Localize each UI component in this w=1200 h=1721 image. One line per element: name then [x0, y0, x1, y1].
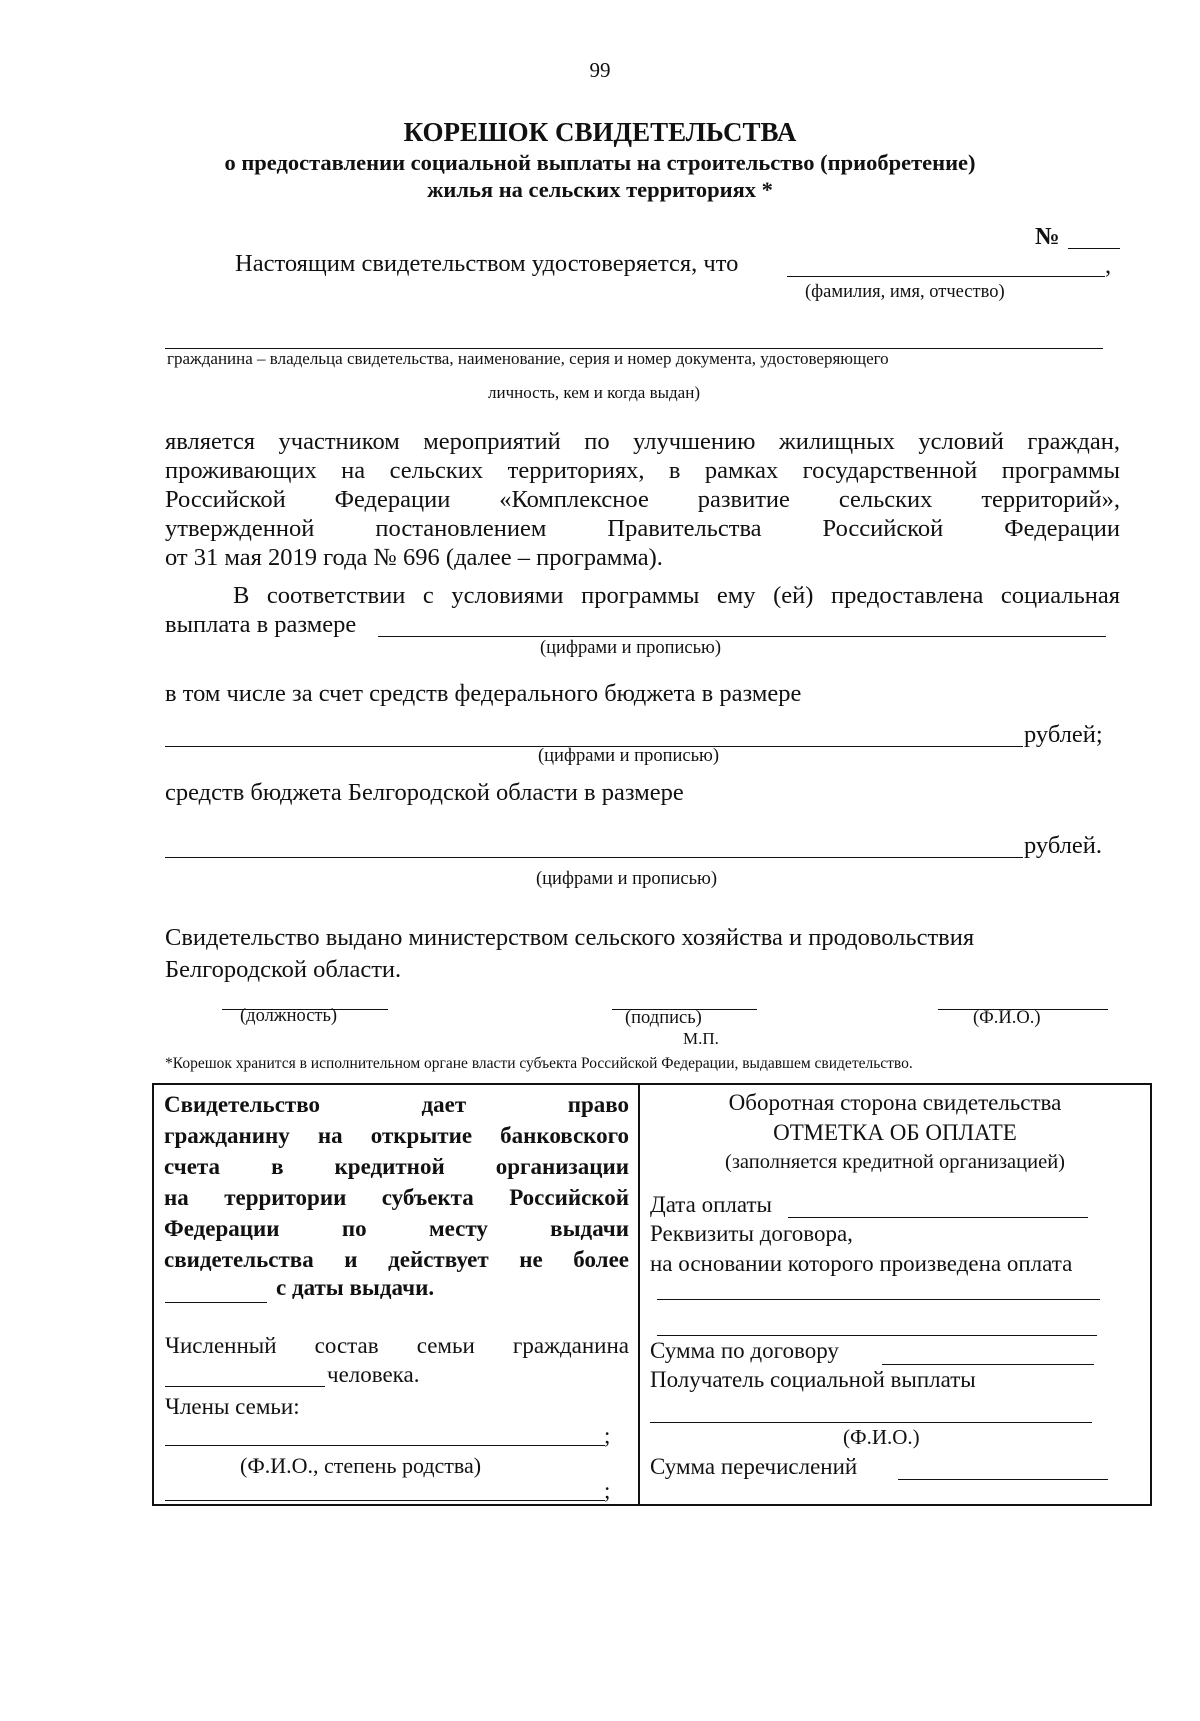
family-member-line — [165, 1445, 605, 1446]
federal-budget-text: в том числе за счет средств федерального бюджета в размере — [165, 680, 802, 707]
family-member-semicolon: ; — [604, 1478, 611, 1503]
number-field-line — [1068, 248, 1120, 249]
recipient-fio-caption: (Ф.И.О.) — [843, 1425, 920, 1449]
number-label: № — [1035, 223, 1060, 250]
reverse-side-title: Оборотная сторона свидетельства — [728, 1090, 1062, 1115]
document-caption-cont: личность, кем и когда выдан) — [488, 383, 700, 402]
paragraph-line: от 31 мая 2019 года № 696 (далее – программа). — [165, 544, 663, 571]
rubles-label: рублей. — [1024, 832, 1103, 859]
validity-period-line — [165, 1302, 267, 1303]
transfer-sum-line — [898, 1479, 1108, 1480]
fio-caption: (фамилия, имя, отчество) — [805, 282, 1005, 302]
recipient-label: Получатель социальной выплаты — [650, 1367, 976, 1392]
footnote: *Корешок хранится в исполнительном органе власти субъекта Российской Федерации, выдавшем свидетельство. — [165, 1055, 913, 1072]
payment-mark-title: ОТМЕТКА ОБ ОПЛАТЕ — [773, 1120, 1017, 1145]
validity-text: с даты выдачи. — [276, 1275, 435, 1300]
payment-date-label: Дата оплаты — [650, 1192, 772, 1217]
certificate-rights-text — [164, 1089, 629, 1275]
position-caption: (должность) — [240, 1006, 338, 1026]
amount-caption: (цифрами и прописью) — [538, 746, 719, 766]
payment-date-line — [788, 1217, 1088, 1218]
rights-line: Федерации по месту выдачи — [164, 1216, 629, 1241]
document-caption: гражданина – владельца свидетельства, наименование, серия и номер документа, удостоверяющего — [167, 349, 889, 368]
rights-line: гражданину на открытие банковского — [164, 1123, 629, 1148]
participant-paragraph — [165, 427, 1120, 572]
contract-details-label: Реквизиты договора, — [650, 1221, 853, 1246]
signature-caption: (подпись) — [625, 1008, 702, 1028]
rubles-label: рублей; — [1024, 721, 1103, 748]
rights-line: счета в кредитной организации — [164, 1154, 629, 1179]
family-member-caption: (Ф.И.О., степень родства) — [240, 1453, 482, 1478]
amount-caption: (цифрами и прописью) — [540, 638, 721, 658]
contract-sum-line — [882, 1364, 1094, 1365]
filled-by-caption: (заполняется кредитной организацией) — [725, 1151, 1065, 1173]
contract-details-line — [657, 1299, 1100, 1300]
amount-caption: (цифрами и прописью) — [536, 869, 717, 889]
regional-amount-line — [165, 857, 1023, 858]
paragraph-line: утвержденной постановлением Правительства Российской Федерации — [165, 515, 1120, 542]
certify-text: Настоящим свидетельством удостоверяется, что — [235, 250, 739, 277]
document-title: КОРЕШОК СВИДЕТЕЛЬСТВА — [403, 117, 797, 147]
issued-by-text-cont: Белгородской области. — [165, 956, 402, 983]
document-subtitle-cont: жилья на сельских территориях * — [427, 177, 773, 202]
regional-budget-text: средств бюджета Белгородской области в размере — [165, 779, 684, 806]
contract-sum-label: Сумма по договору — [650, 1338, 839, 1363]
family-size-unit: человека. — [327, 1362, 420, 1387]
family-member-line — [165, 1500, 605, 1501]
rights-line: свидетельства и действует не более — [164, 1247, 629, 1272]
page-number: 99 — [589, 58, 611, 82]
contract-details-line — [657, 1335, 1097, 1336]
transfer-sum-label: Сумма перечислений — [650, 1454, 858, 1479]
certify-comma: , — [1105, 252, 1112, 279]
payment-amount-line — [378, 636, 1106, 637]
document-subtitle: о предоставлении социальной выплаты на строительство (приобретение) — [224, 150, 976, 175]
fio-signature-caption: (Ф.И.О.) — [973, 1008, 1041, 1028]
family-members-label: Члены семьи: — [165, 1394, 300, 1419]
rights-line: Свидетельство дает право — [164, 1092, 629, 1117]
paragraph-line: Российской Федерации «Комплексное развитие сельских территорий», — [165, 486, 1120, 513]
recipient-line — [650, 1422, 1092, 1423]
family-size-line — [165, 1386, 325, 1387]
issued-by-text: Свидетельство выдано министерством сельского хозяйства и продовольствия — [165, 924, 975, 951]
contract-basis-label: на основании которого произведена оплата — [650, 1251, 1073, 1276]
paragraph-line: является участником мероприятий по улучшению жилищных условий граждан, — [165, 428, 1120, 455]
payment-amount-label: выплата в размере — [165, 611, 357, 638]
stamp-caption: М.П. — [683, 1029, 719, 1048]
rights-line: на территории субъекта Российской — [164, 1185, 629, 1210]
box-divider — [638, 1083, 640, 1506]
conditions-text: В соответствии с условиями программы ему (ей) предоставлена социальная — [233, 582, 1120, 609]
family-size-text: Численный состав семьи гражданина — [165, 1333, 629, 1358]
fio-field-line — [787, 276, 1105, 277]
family-member-semicolon: ; — [604, 1423, 611, 1448]
paragraph-line: проживающих на сельских территориях, в рамках государственной программы — [165, 457, 1120, 484]
